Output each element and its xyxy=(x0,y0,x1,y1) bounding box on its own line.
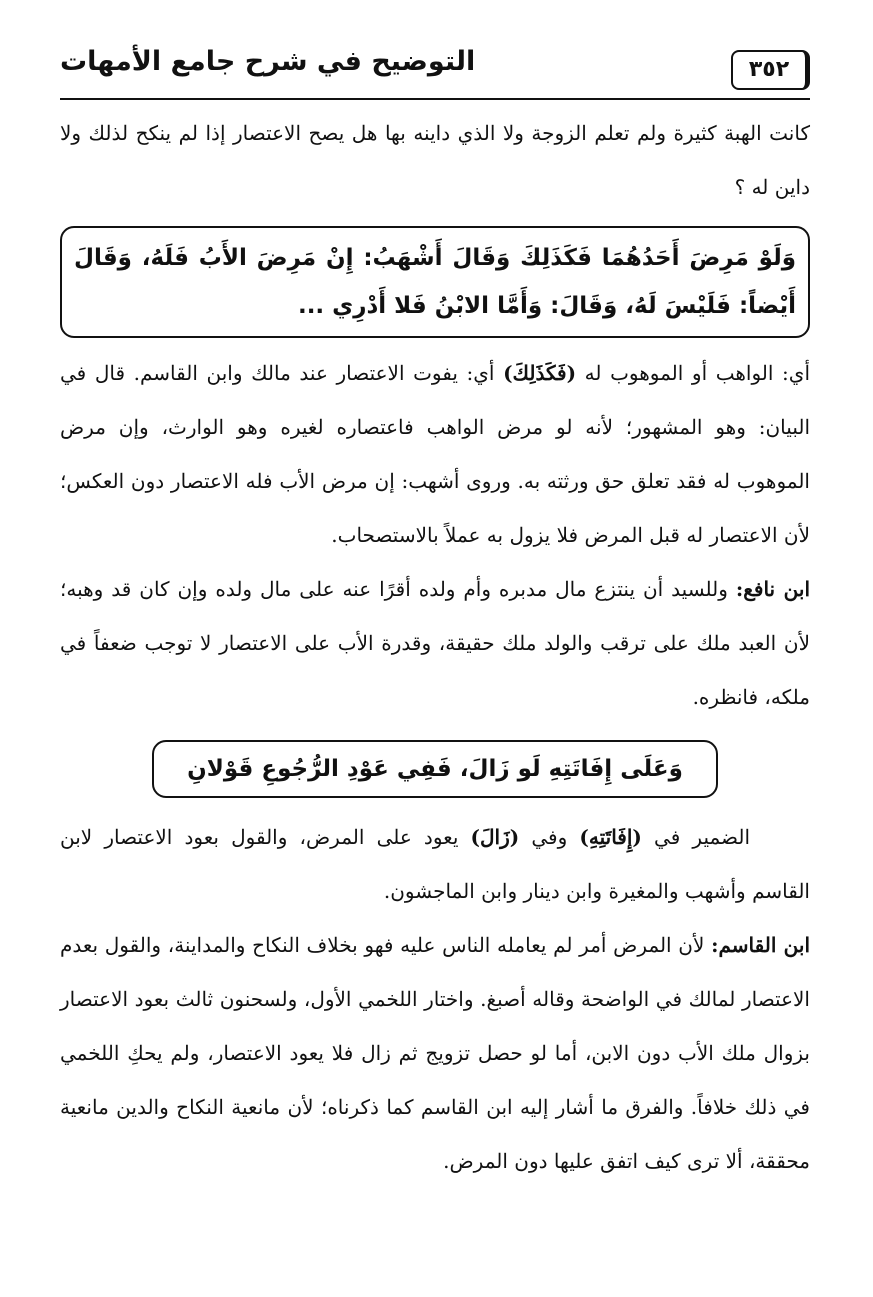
paragraph-4 xyxy=(60,810,810,918)
paragraph-4-mid: وفي xyxy=(531,825,568,849)
paragraph-4-pre: الضمير في xyxy=(654,825,751,849)
paragraph-5-body: لأن المرض أمر لم يعامله الناس عليه فهو بخلاف النكاح والمداينة، والقول بعدم الاعتصار لمالك في الواضحة وقاله أصبغ. واختار اللخمي الأول، ولسحنون ثالث بعود الاعتصار بزوال ملك الأب دون الابن، أما لو حصل تزويج ثم زال فلا يعود الاعتصار، ولم يحكِ اللخمي في ذلك خلافاً. والفرق ما أشار إليه ابن القاسم كما ذكرناه؛ لأن مانعية النكاح والدين مانعية محققة، ألا ترى كيف اتفق عليها دون المرض. xyxy=(60,933,810,1173)
matn-text-2: وَعَلَى إِفَاتَتِهِ لَو زَالَ، فَفِي عَوْدِ الرُّجُوعِ قَوْلانِ xyxy=(187,756,683,782)
paragraph-3 xyxy=(60,562,810,724)
page-header xyxy=(60,40,810,100)
paragraph-5 xyxy=(60,918,810,1188)
scholar-name: ابن القاسم: xyxy=(711,933,811,957)
paragraph-1: كانت الهبة كثيرة ولم تعلم الزوجة ولا الذي داينه بها هل يصح الاعتصار إذا لم ينكح لذلك ولا داين له ؟ xyxy=(60,121,810,199)
paragraph-3-body: وللسيد أن ينتزع مال مدبره وأم ولده أقرًا عنه على مال ولده وإن كان قد وهبه؛ لأن العبد ملك على ترقب والولد ملك حقيقة، وقدرة الأب على الاعتصار لا توجب ضعفاً في ملكه، فانظره. xyxy=(60,577,810,709)
quoted-term: (فَكَذَلِكَ) xyxy=(503,361,577,385)
quoted-term-2: (زَالَ) xyxy=(470,825,520,849)
paragraph-2-pre: أي: الواهب أو الموهوب له xyxy=(584,361,810,385)
quoted-term-1: (إِفَاتَتِهِ) xyxy=(579,825,642,849)
matn-box-1 xyxy=(60,226,810,338)
book-title: التوضيح في شرح جامع الأمهات xyxy=(60,46,476,77)
matn-text-1: وَلَوْ مَرِضَ أَحَدُهُمَا فَكَذَلِكَ وَقَالَ أَشْهَبُ: إِنْ مَرِضَ الأَبُ فَلَهُ، وَقَالَ أَيْضاً: فَلَيْسَ لَهُ، وَقَالَ: وَأَمَّا الابْنُ فَلا أَدْرِي ... xyxy=(74,245,796,319)
page-number: ٣٥٢ xyxy=(731,50,810,90)
paragraph-2 xyxy=(60,346,810,562)
scholar-name: ابن نافع: xyxy=(735,577,810,601)
paragraph-4-body: يعود على المرض، والقول بعود الاعتصار لابن القاسم وأشهب والمغيرة وابن دينار وابن الماجشون. xyxy=(60,825,810,903)
page xyxy=(60,40,810,1188)
matn-box-2 xyxy=(152,740,718,798)
paragraph-2-body: أي: يفوت الاعتصار عند مالك وابن القاسم. قال في البيان: وهو المشهور؛ لأنه لو مرض الواهب فاعتصاره لغيره وهو الوارث، وإن مرض الموهوب له فقد تعلق حق ورثته به. وروى أشهب: إن مرض الأب فله الاعتصار دون العكس؛ لأن الاعتصار له قبل المرض فلا يزول به عملاً بالاستصحاب. xyxy=(60,361,810,547)
